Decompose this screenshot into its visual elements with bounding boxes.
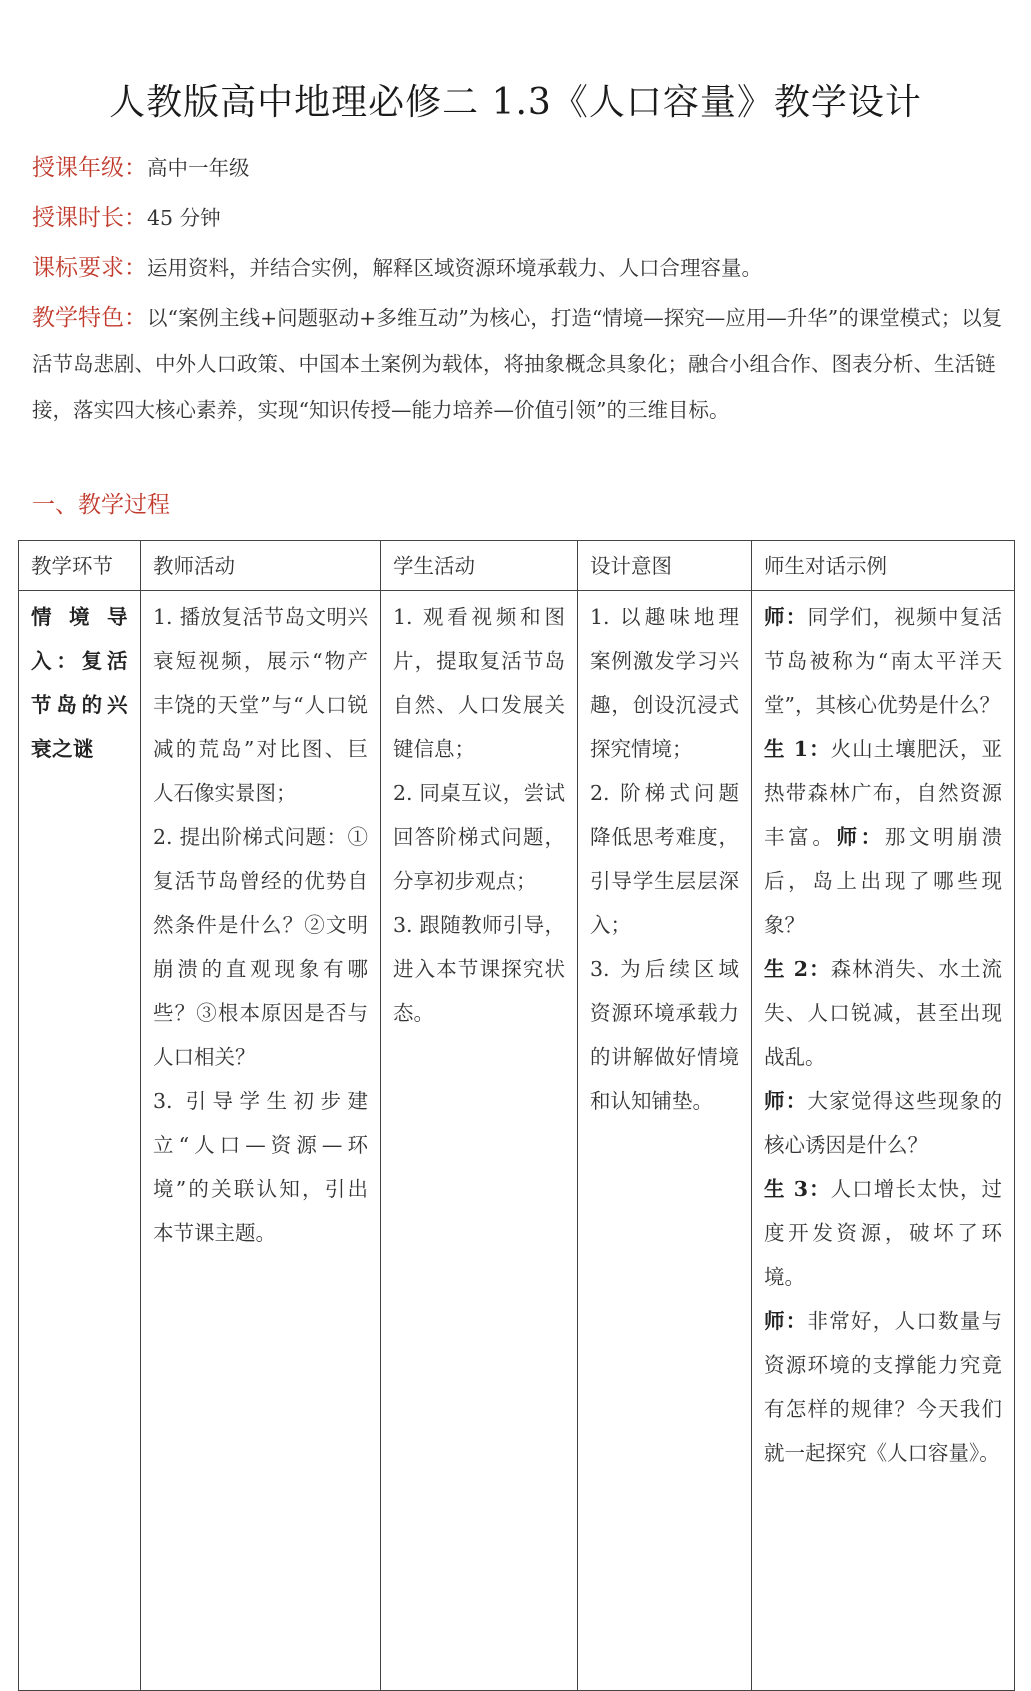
header-stage: 教学环节 (19, 541, 141, 591)
teaching-process-table (18, 540, 1015, 1691)
intent-step: 1. 以趣味地理案例激发学习兴趣，创设沉浸式探究情境； (590, 605, 739, 761)
student-step: 3. 跟随教师引导，进入本节课探究状态。 (393, 913, 565, 1025)
section-title: 一、教学过程 (32, 492, 170, 518)
speaker: 师： (836, 825, 885, 849)
speaker: 师： (764, 605, 808, 629)
dialogue-line (764, 1299, 1002, 1475)
feature-label: 教学特色： (32, 305, 147, 331)
teacher-step: 1. 播放复活节岛文明兴衰短视频，展示“物产丰饶的天堂”与“人口锐减的荒岛”对比图、巨人石像实景图； (153, 605, 368, 805)
speaker: 师： (764, 1089, 808, 1113)
utterance: 人口增长太快，过度开发资源，破坏了环境。 (764, 1177, 1003, 1289)
utterance: 那文明崩溃后，岛上出现了哪些现象？ (764, 825, 1003, 937)
cell-student-activity (381, 591, 578, 1691)
standard-value: 运用资料，并结合实例，解释区域资源环境承载力、人口合理容量。 (147, 256, 762, 280)
header-student-activity: 学生活动 (381, 541, 578, 591)
speaker: 生 3： (764, 1177, 831, 1201)
utterance: 同学们，视频中复活节岛被称为“南太平洋天堂”，其核心优势是什么？ (764, 605, 1002, 717)
intent-step: 3. 为后续区域资源环境承载力的讲解做好情境和认知铺垫。 (590, 957, 739, 1113)
feature-value: 以“案例主线+问题驱动+多维互动”为核心，打造“情境—探究—应用—升华”的课堂模式；以复活节岛悲剧、中外人口政策、中国本土案例为载体，将抽象概念具象化；融合小组合作、图表分析、生活链接，落实四大核心素养，实现“知识传授—能力培养—价值引领”的三维目标。 (32, 306, 1003, 422)
utterance: 火山土壤肥沃，亚热带森林广布，自然资源丰富。 (764, 737, 1003, 849)
speaker: 生 1： (764, 737, 831, 761)
meta-feature (32, 295, 1007, 433)
dialogue-line (764, 595, 1002, 727)
meta-grade (32, 145, 1007, 191)
header-teacher-activity: 教师活动 (141, 541, 381, 591)
header-dialogue-example: 师生对话示例 (752, 541, 1015, 591)
duration-value: 45 分钟 (147, 206, 221, 230)
student-step: 1. 观看视频和图片，提取复活节岛自然、人口发展关键信息； (393, 605, 565, 761)
standard-label: 课标要求： (32, 255, 147, 281)
grade-label: 授课年级： (32, 155, 147, 181)
speaker: 生 2： (764, 957, 831, 981)
cell-dialogue-example (752, 591, 1015, 1691)
teacher-step: 3. 引导学生初步建立“人口—资源—环境”的关联认知，引出本节课主题。 (153, 1089, 368, 1245)
cell-stage: 情境导入：复活节岛的兴衰之谜 (19, 591, 141, 1691)
dialogue-line (764, 947, 1002, 1079)
cell-design-intent (578, 591, 752, 1691)
document-title: 人教版高中地理必修二 1.3《人口容量》教学设计 (109, 82, 922, 123)
utterance: 森林消失、水土流失、人口锐减，甚至出现战乱。 (764, 957, 1003, 1069)
meta-standard (32, 245, 1007, 291)
dialogue-line (764, 727, 1002, 947)
meta-duration (32, 195, 1007, 241)
table-header-row (19, 541, 1015, 591)
dialogue-line (764, 1079, 1002, 1167)
intent-step: 2. 阶梯式问题降低思考难度，引导学生层层深入； (590, 781, 739, 937)
speaker: 师： (764, 1309, 808, 1333)
cell-teacher-activity (141, 591, 381, 1691)
grade-value: 高中一年级 (147, 156, 250, 180)
teacher-step: 2. 提出阶梯式问题：①复活节岛曾经的优势自然条件是什么？②文明崩溃的直观现象有哪些？③根本原因是否与人口相关？ (153, 825, 368, 1069)
header-design-intent: 设计意图 (578, 541, 752, 591)
student-step: 2. 同桌互议，尝试回答阶梯式问题，分享初步观点； (393, 781, 565, 893)
dialogue-line (764, 1167, 1002, 1299)
table-row (19, 591, 1015, 1691)
utterance: 非常好，人口数量与资源环境的支撑能力究竟有怎样的规律？今天我们就一起探究《人口容量》。 (764, 1309, 1002, 1465)
utterance: 大家觉得这些现象的核心诱因是什么？ (764, 1089, 1002, 1157)
duration-label: 授课时长： (32, 205, 147, 231)
